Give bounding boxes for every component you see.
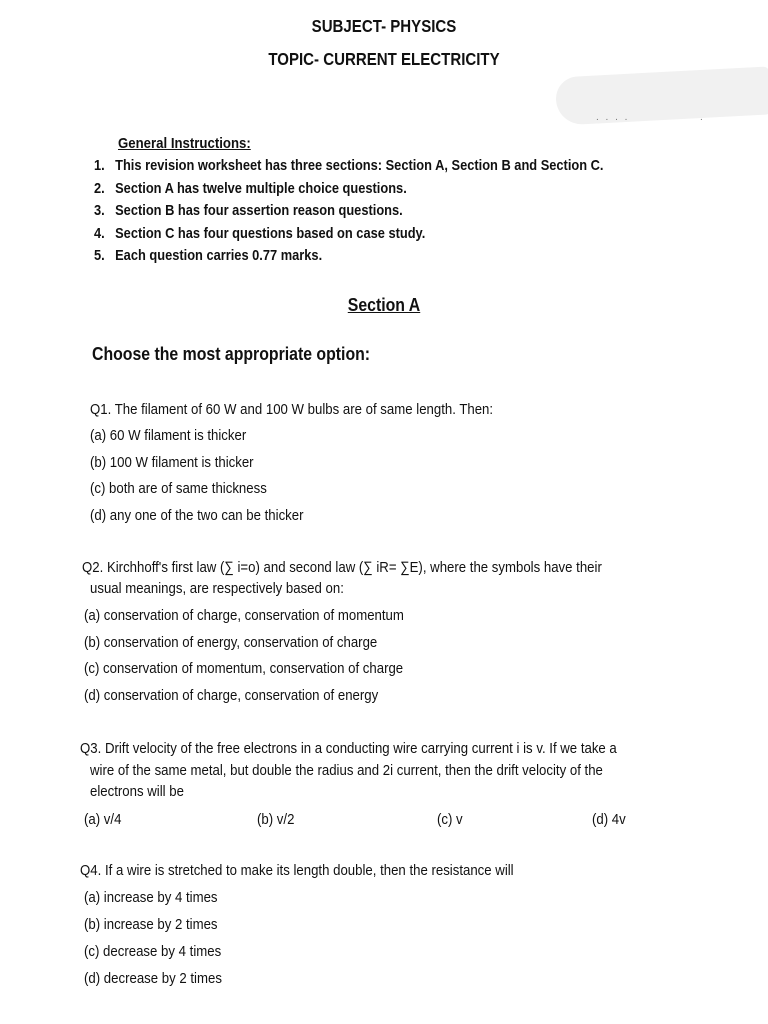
question-option: (a) conservation of charge, conservation of momentum: [84, 607, 404, 624]
question-option: (a) v/4: [84, 811, 122, 828]
question-text-continued: wire of the same metal, but double the radius and 2i current, then the drift velocity of the: [90, 762, 603, 779]
question-option: (d) 4v: [592, 811, 626, 828]
question-option: (d) decrease by 2 times: [84, 970, 222, 987]
instruction-number: 4.: [94, 225, 105, 242]
instruction-text: Section A has twelve multiple choice questions.: [115, 180, 407, 197]
question-text: Q4. If a wire is stretched to make its length double, then the resistance will: [80, 862, 514, 879]
question-text: Q3. Drift velocity of the free electrons in a conducting wire carrying current i is v. If we take a: [80, 740, 617, 757]
question-option: (b) conservation of energy, conservation of charge: [84, 634, 378, 651]
instruction-number: 3.: [94, 203, 105, 220]
subject-title: SUBJECT- PHYSICS: [311, 16, 457, 36]
instruction-text: Each question carries 0.77 marks.: [115, 248, 323, 265]
instruction-item: [94, 158, 603, 181]
section-title: Section A: [347, 295, 421, 315]
question-option: (a) increase by 4 times: [84, 889, 218, 906]
question-option: (d) any one of the two can be thicker: [90, 507, 304, 524]
instruction-number: 5.: [94, 248, 105, 265]
instruction-number: 2.: [94, 180, 105, 197]
question-text-continued: electrons will be: [90, 783, 184, 800]
instruction-item: [94, 203, 603, 226]
instruction-item: [94, 181, 603, 204]
question-option: (b) 100 W filament is thicker: [90, 454, 254, 471]
instruction-text: Section B has four assertion reason questions.: [115, 203, 403, 220]
question-option: (c) v: [437, 811, 463, 828]
instructions-heading: General Instructions:: [118, 135, 251, 152]
section-prompt: Choose the most appropriate option:: [92, 344, 371, 364]
question-text: Q1. The filament of 60 W and 100 W bulbs are of same length. Then:: [90, 401, 494, 418]
instruction-number: 1.: [94, 158, 105, 174]
question-option: (c) decrease by 4 times: [84, 943, 222, 960]
scan-smudge: [555, 66, 768, 125]
instruction-text: This revision worksheet has three sections: Section A, Section B and Section C.: [115, 158, 604, 174]
instruction-item: [94, 226, 603, 249]
topic-title: TOPIC- CURRENT ELECTRICITY: [268, 49, 500, 69]
question-text-continued: usual meanings, are respectively based on:: [90, 580, 344, 597]
question-option: (c) both are of same thickness: [90, 480, 267, 497]
instruction-text: Section C has four questions based on case study.: [115, 225, 426, 242]
question-option: (b) v/2: [257, 811, 295, 828]
question-text: Q2. Kirchhoff's first law (∑ i=o) and second law (∑ iR= ∑E), where the symbols have their: [82, 559, 602, 576]
question-option: (c) conservation of momentum, conservation of charge: [84, 660, 404, 677]
question-option: (a) 60 W filament is thicker: [90, 427, 247, 444]
scan-mark-dot: .: [700, 112, 703, 123]
scan-mark-dots: . . . .: [596, 112, 630, 123]
instructions-list: [94, 158, 673, 271]
question-option: (d) conservation of charge, conservation of energy: [84, 687, 379, 704]
question-option: (b) increase by 2 times: [84, 916, 218, 933]
instruction-item: [94, 248, 603, 271]
